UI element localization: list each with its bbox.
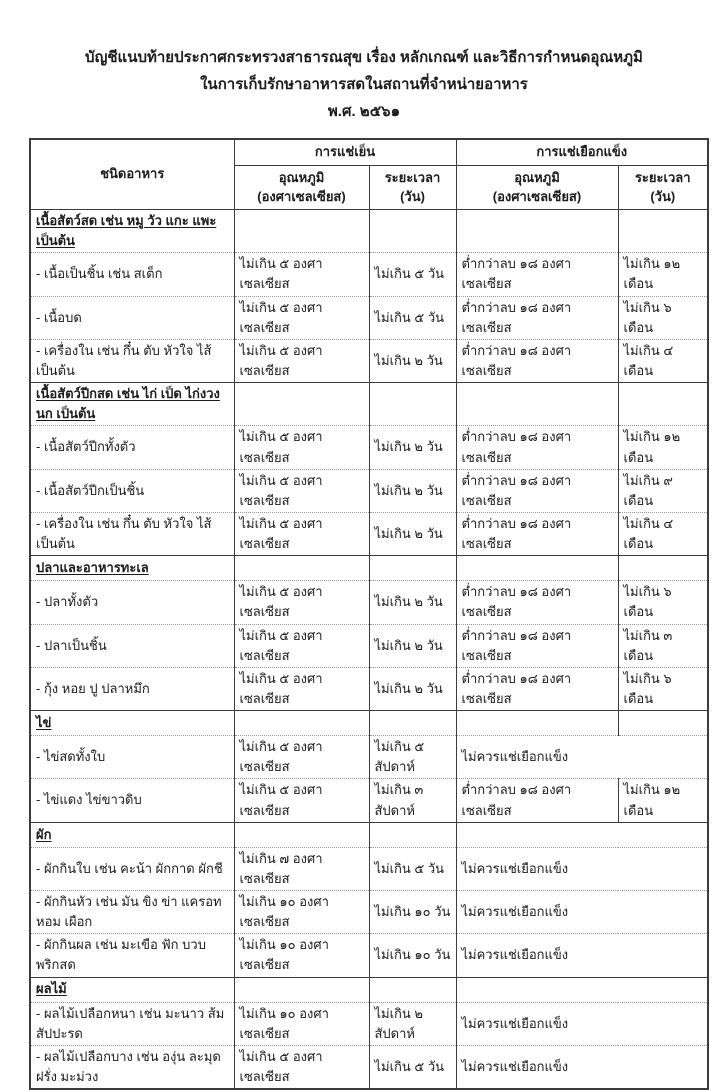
food-item-cell: - เนื้อสัตว์ปีกทั้งตัว [30, 426, 234, 469]
freeze-note-cell: ไม่ควรแช่เยือกแข็ง [456, 1002, 708, 1045]
freeze-note-cell: ไม่ควรแช่เยือกแข็ง [456, 736, 708, 779]
table-body [30, 210, 708, 1090]
title-line-2: ในการเก็บรักษาอาหารสดในสถานที่จำหน่ายอาหาร [200, 76, 528, 93]
chill-duration-cell: ไม่เกิน ๑๐ วัน [369, 890, 456, 933]
empty-cell [456, 210, 618, 253]
empty-cell [369, 556, 456, 581]
section-header-row [30, 210, 708, 253]
document-title [0, 0, 728, 125]
chill-duration-cell: ไม่เกิน ๒ วัน [369, 667, 456, 710]
freeze-temp-cell: ต่ำกว่าลบ ๑๘ องศาเซลเซียส [456, 512, 618, 555]
food-row [30, 890, 708, 933]
food-row [30, 296, 708, 339]
freeze-duration-cell: ไม่เกิน ๔ เดือน [618, 512, 708, 555]
chill-duration-cell: ไม่เกิน ๕ วัน [369, 1045, 456, 1089]
food-row [30, 253, 708, 296]
food-row [30, 667, 708, 710]
food-item-cell: - เนื้อเป็นชิ้น เช่น สเต็ก [30, 253, 234, 296]
food-row [30, 512, 708, 555]
freeze-temp-label-line2: (องศาเซลเซียส) [492, 188, 582, 204]
freeze-note-cell: ไม่ควรแช่เยือกแข็ง [456, 934, 708, 977]
col-header-chill-duration [369, 166, 456, 210]
freeze-duration-cell: ไม่เกิน ๓ เดือน [618, 624, 708, 667]
empty-cell [234, 711, 369, 736]
chill-duration-cell: ไม่เกิน ๓ สัปดาห์ [369, 779, 456, 822]
freeze-temp-cell: ต่ำกว่าลบ ๑๘ องศาเซลเซียส [456, 253, 618, 296]
chill-temp-label-line1: อุณหภูมิ [278, 170, 325, 186]
section-header-row [30, 383, 708, 426]
chill-duration-cell: ไม่เกิน ๒ วัน [369, 339, 456, 382]
food-item-cell: - ผักกินใบ เช่น คะน้า ผักกาด ผักชี [30, 847, 234, 890]
chill-duration-cell: ไม่เกิน ๒ วัน [369, 469, 456, 512]
freeze-temp-cell: ต่ำกว่าลบ ๑๘ องศาเซลเซียส [456, 339, 618, 382]
freeze-temp-label-line1: อุณหภูมิ [514, 170, 560, 186]
food-item-cell: - ผลไม้เปลือกหนา เช่น มะนาว ส้ม สัปปะรด [30, 1002, 234, 1045]
empty-cell [234, 210, 369, 253]
chill-duration-cell: ไม่เกิน ๒ สัปดาห์ [369, 1002, 456, 1045]
empty-cell [618, 210, 708, 253]
freeze-temp-cell: ต่ำกว่าลบ ๑๘ องศาเซลเซียส [456, 426, 618, 469]
freeze-temp-cell: ต่ำกว่าลบ ๑๘ องศาเซลเซียส [456, 469, 618, 512]
chill-temp-cell: ไม่เกิน ๕ องศาเซลเซียส [234, 469, 369, 512]
section-title-cell [30, 383, 234, 426]
food-item-cell: - ผลไม้เปลือกบาง เช่น องุ่น ละมุด ฝรั่ง มะม่วง [30, 1045, 234, 1089]
empty-cell [618, 383, 708, 426]
food-item-cell: - ผักกินผล เช่น มะเขือ ฟัก บวบ พริกสด [30, 934, 234, 977]
empty-cell [618, 556, 708, 581]
food-item-cell: - เครื่องใน เช่น กึ๋น ตับ หัวใจ ไส้ เป็นต้น [30, 512, 234, 555]
chill-temp-cell: ไม่เกิน ๕ องศาเซลเซียส [234, 581, 369, 624]
title-line-3: พ.ศ. ๒๕๖๑ [327, 103, 401, 120]
empty-cell [456, 711, 618, 736]
food-row [30, 779, 708, 822]
freeze-note-cell: ไม่ควรแช่เยือกแข็ง [456, 890, 708, 933]
food-row [30, 624, 708, 667]
chill-temp-cell: ไม่เกิน ๑๐ องศาเซลเซียส [234, 934, 369, 977]
chill-temp-cell: ไม่เกิน ๕ องศาเซลเซียส [234, 1045, 369, 1089]
chill-duration-label-line1: ระยะเวลา [384, 170, 441, 186]
freeze-temp-cell: ต่ำกว่าลบ ๑๘ องศาเซลเซียส [456, 581, 618, 624]
chill-temp-cell: ไม่เกิน ๑๐ องศาเซลเซียส [234, 890, 369, 933]
section-title-cell [30, 822, 234, 847]
empty-cell [456, 383, 618, 426]
section-title-text: ปลาและอาหารทะเล [36, 560, 149, 576]
section-header-row [30, 556, 708, 581]
freeze-duration-cell: ไม่เกิน ๑๒ เดือน [618, 426, 708, 469]
empty-cell [369, 822, 456, 847]
chill-duration-cell: ไม่เกิน ๒ วัน [369, 512, 456, 555]
section-title-cell [30, 711, 234, 736]
chill-duration-cell: ไม่เกิน ๑๐ วัน [369, 934, 456, 977]
chill-duration-cell: ไม่เกิน ๒ วัน [369, 624, 456, 667]
empty-cell [234, 383, 369, 426]
food-item-cell: - ไข่แดง ไข่ขาวดิบ [30, 779, 234, 822]
food-row [30, 934, 708, 977]
section-header-row [30, 822, 708, 847]
section-title-cell [30, 210, 234, 253]
col-header-freeze-duration: ระยะเวลา (วัน) [618, 166, 708, 210]
chill-temp-cell: ไม่เกิน ๕ องศาเซลเซียส [234, 667, 369, 710]
section-title-text: ผลไม้ [36, 981, 67, 997]
chill-temp-cell: ไม่เกิน ๕ องศาเซลเซียส [234, 736, 369, 779]
chill-temp-cell: ไม่เกิน ๕ องศาเซลเซียส [234, 624, 369, 667]
food-row [30, 426, 708, 469]
freeze-duration-cell: ไม่เกิน ๔ เดือน [618, 339, 708, 382]
chill-duration-cell: ไม่เกิน ๒ วัน [369, 426, 456, 469]
section-title-cell [30, 977, 234, 1002]
empty-cell [456, 822, 708, 847]
empty-cell [456, 977, 708, 1002]
section-header-row [30, 711, 708, 736]
food-item-cell: - ไข่สดทั้งใบ [30, 736, 234, 779]
freeze-temp-cell: ต่ำกว่าลบ ๑๘ องศาเซลเซียส [456, 667, 618, 710]
food-row [30, 339, 708, 382]
chill-duration-cell: ไม่เกิน ๕ วัน [369, 296, 456, 339]
empty-cell [369, 383, 456, 426]
section-title-cell [30, 556, 234, 581]
food-row [30, 847, 708, 890]
food-row [30, 736, 708, 779]
food-row [30, 581, 708, 624]
chill-duration-cell: ไม่เกิน ๒ วัน [369, 581, 456, 624]
food-item-cell: - ผักกินหัว เช่น มัน ขิง ข่า แครอท หอม เผือก [30, 890, 234, 933]
col-header-freezing: การแช่เยือกแข็ง [456, 139, 708, 166]
chill-temp-cell: ไม่เกิน ๕ องศาเซลเซียส [234, 253, 369, 296]
chill-temp-cell: ไม่เกิน ๑๐ องศาเซลเซียส [234, 1002, 369, 1045]
section-title-text: นก เป็นต้น [36, 406, 96, 422]
freeze-temp-cell: ต่ำกว่าลบ ๑๘ องศาเซลเซียส [456, 779, 618, 822]
col-header-food-type: ชนิดอาหาร [30, 139, 234, 210]
section-title-text: ผัก [36, 826, 52, 842]
food-row [30, 469, 708, 512]
chill-temp-cell: ไม่เกิน ๕ องศาเซลเซียส [234, 426, 369, 469]
chill-duration-cell: ไม่เกิน ๕ วัน [369, 847, 456, 890]
empty-cell [618, 711, 708, 736]
freeze-duration-cell: ไม่เกิน ๖ เดือน [618, 296, 708, 339]
food-item-cell: - กุ้ง หอย ปู ปลาหมึก [30, 667, 234, 710]
food-item-cell: - เครื่องใน เช่น กึ๋น ตับ หัวใจ ไส้ เป็นต้น [30, 339, 234, 382]
food-item-cell: - ปลาทั้งตัว [30, 581, 234, 624]
col-header-chilling: การแช่เย็น [234, 139, 456, 166]
header-row-groups [30, 139, 708, 166]
freeze-duration-cell: ไม่เกิน ๖ เดือน [618, 667, 708, 710]
food-item-cell: - เนื้อบด [30, 296, 234, 339]
chill-duration-cell: ไม่เกิน ๕ วัน [369, 253, 456, 296]
food-item-cell: - ปลาเป็นชิ้น [30, 624, 234, 667]
section-title-text: เป็นต้น [36, 233, 75, 249]
empty-cell [369, 711, 456, 736]
col-header-chill-temp [234, 166, 369, 210]
freeze-duration-cell: ไม่เกิน ๑๒ เดือน [618, 253, 708, 296]
freeze-temp-cell: ต่ำกว่าลบ ๑๘ องศาเซลเซียส [456, 296, 618, 339]
empty-cell [234, 556, 369, 581]
chill-temp-cell: ไม่เกิน ๕ องศาเซลเซียส [234, 512, 369, 555]
freeze-temp-cell: ต่ำกว่าลบ ๑๘ องศาเซลเซียส [456, 624, 618, 667]
chill-temp-cell: ไม่เกิน ๕ องศาเซลเซียส [234, 779, 369, 822]
empty-cell [456, 556, 618, 581]
freeze-duration-cell: ไม่เกิน ๖ เดือน [618, 581, 708, 624]
chill-duration-cell: ไม่เกิน ๕ สัปดาห์ [369, 736, 456, 779]
chill-temp-label-line2: (องศาเซลเซียส) [257, 188, 346, 204]
freeze-duration-cell: ไม่เกิน ๙ เดือน [618, 469, 708, 512]
empty-cell [234, 977, 369, 1002]
freeze-duration-cell: ไม่เกิน ๑๒ เดือน [618, 779, 708, 822]
food-storage-table [29, 138, 709, 1090]
section-title-text: ไข่ [36, 715, 52, 731]
section-title-text: เนื้อสัตว์ปีกสด เช่น ไก่ เป็ด ไก่งวง [36, 386, 220, 402]
chill-temp-cell: ไม่เกิน ๗ องศาเซลเซียส [234, 847, 369, 890]
empty-cell [369, 977, 456, 1002]
food-row [30, 1045, 708, 1089]
food-item-cell: - เนื้อสัตว์ปีกเป็นชิ้น [30, 469, 234, 512]
chill-duration-label-line2: (วัน) [400, 188, 425, 204]
empty-cell [369, 210, 456, 253]
empty-cell [234, 822, 369, 847]
title-line-1: บัญชีแนบท้ายประกาศกระทรวงสาธารณสุข เรื่อง หลักเกณฑ์ และวิธีการกำหนดอุณหภูมิ [85, 49, 643, 66]
chill-temp-cell: ไม่เกิน ๕ องศาเซลเซียส [234, 339, 369, 382]
food-row [30, 1002, 708, 1045]
freeze-note-cell: ไม่ควรแช่เยือกแข็ง [456, 847, 708, 890]
section-title-text: เนื้อสัตว์สด เช่น หมู วัว แกะ แพะ [36, 213, 217, 228]
chill-temp-cell: ไม่เกิน ๕ องศาเซลเซียส [234, 296, 369, 339]
freeze-note-cell: ไม่ควรแช่เยือกแข็ง [456, 1045, 708, 1089]
section-header-row [30, 977, 708, 1002]
col-header-freeze-temp [456, 166, 618, 210]
